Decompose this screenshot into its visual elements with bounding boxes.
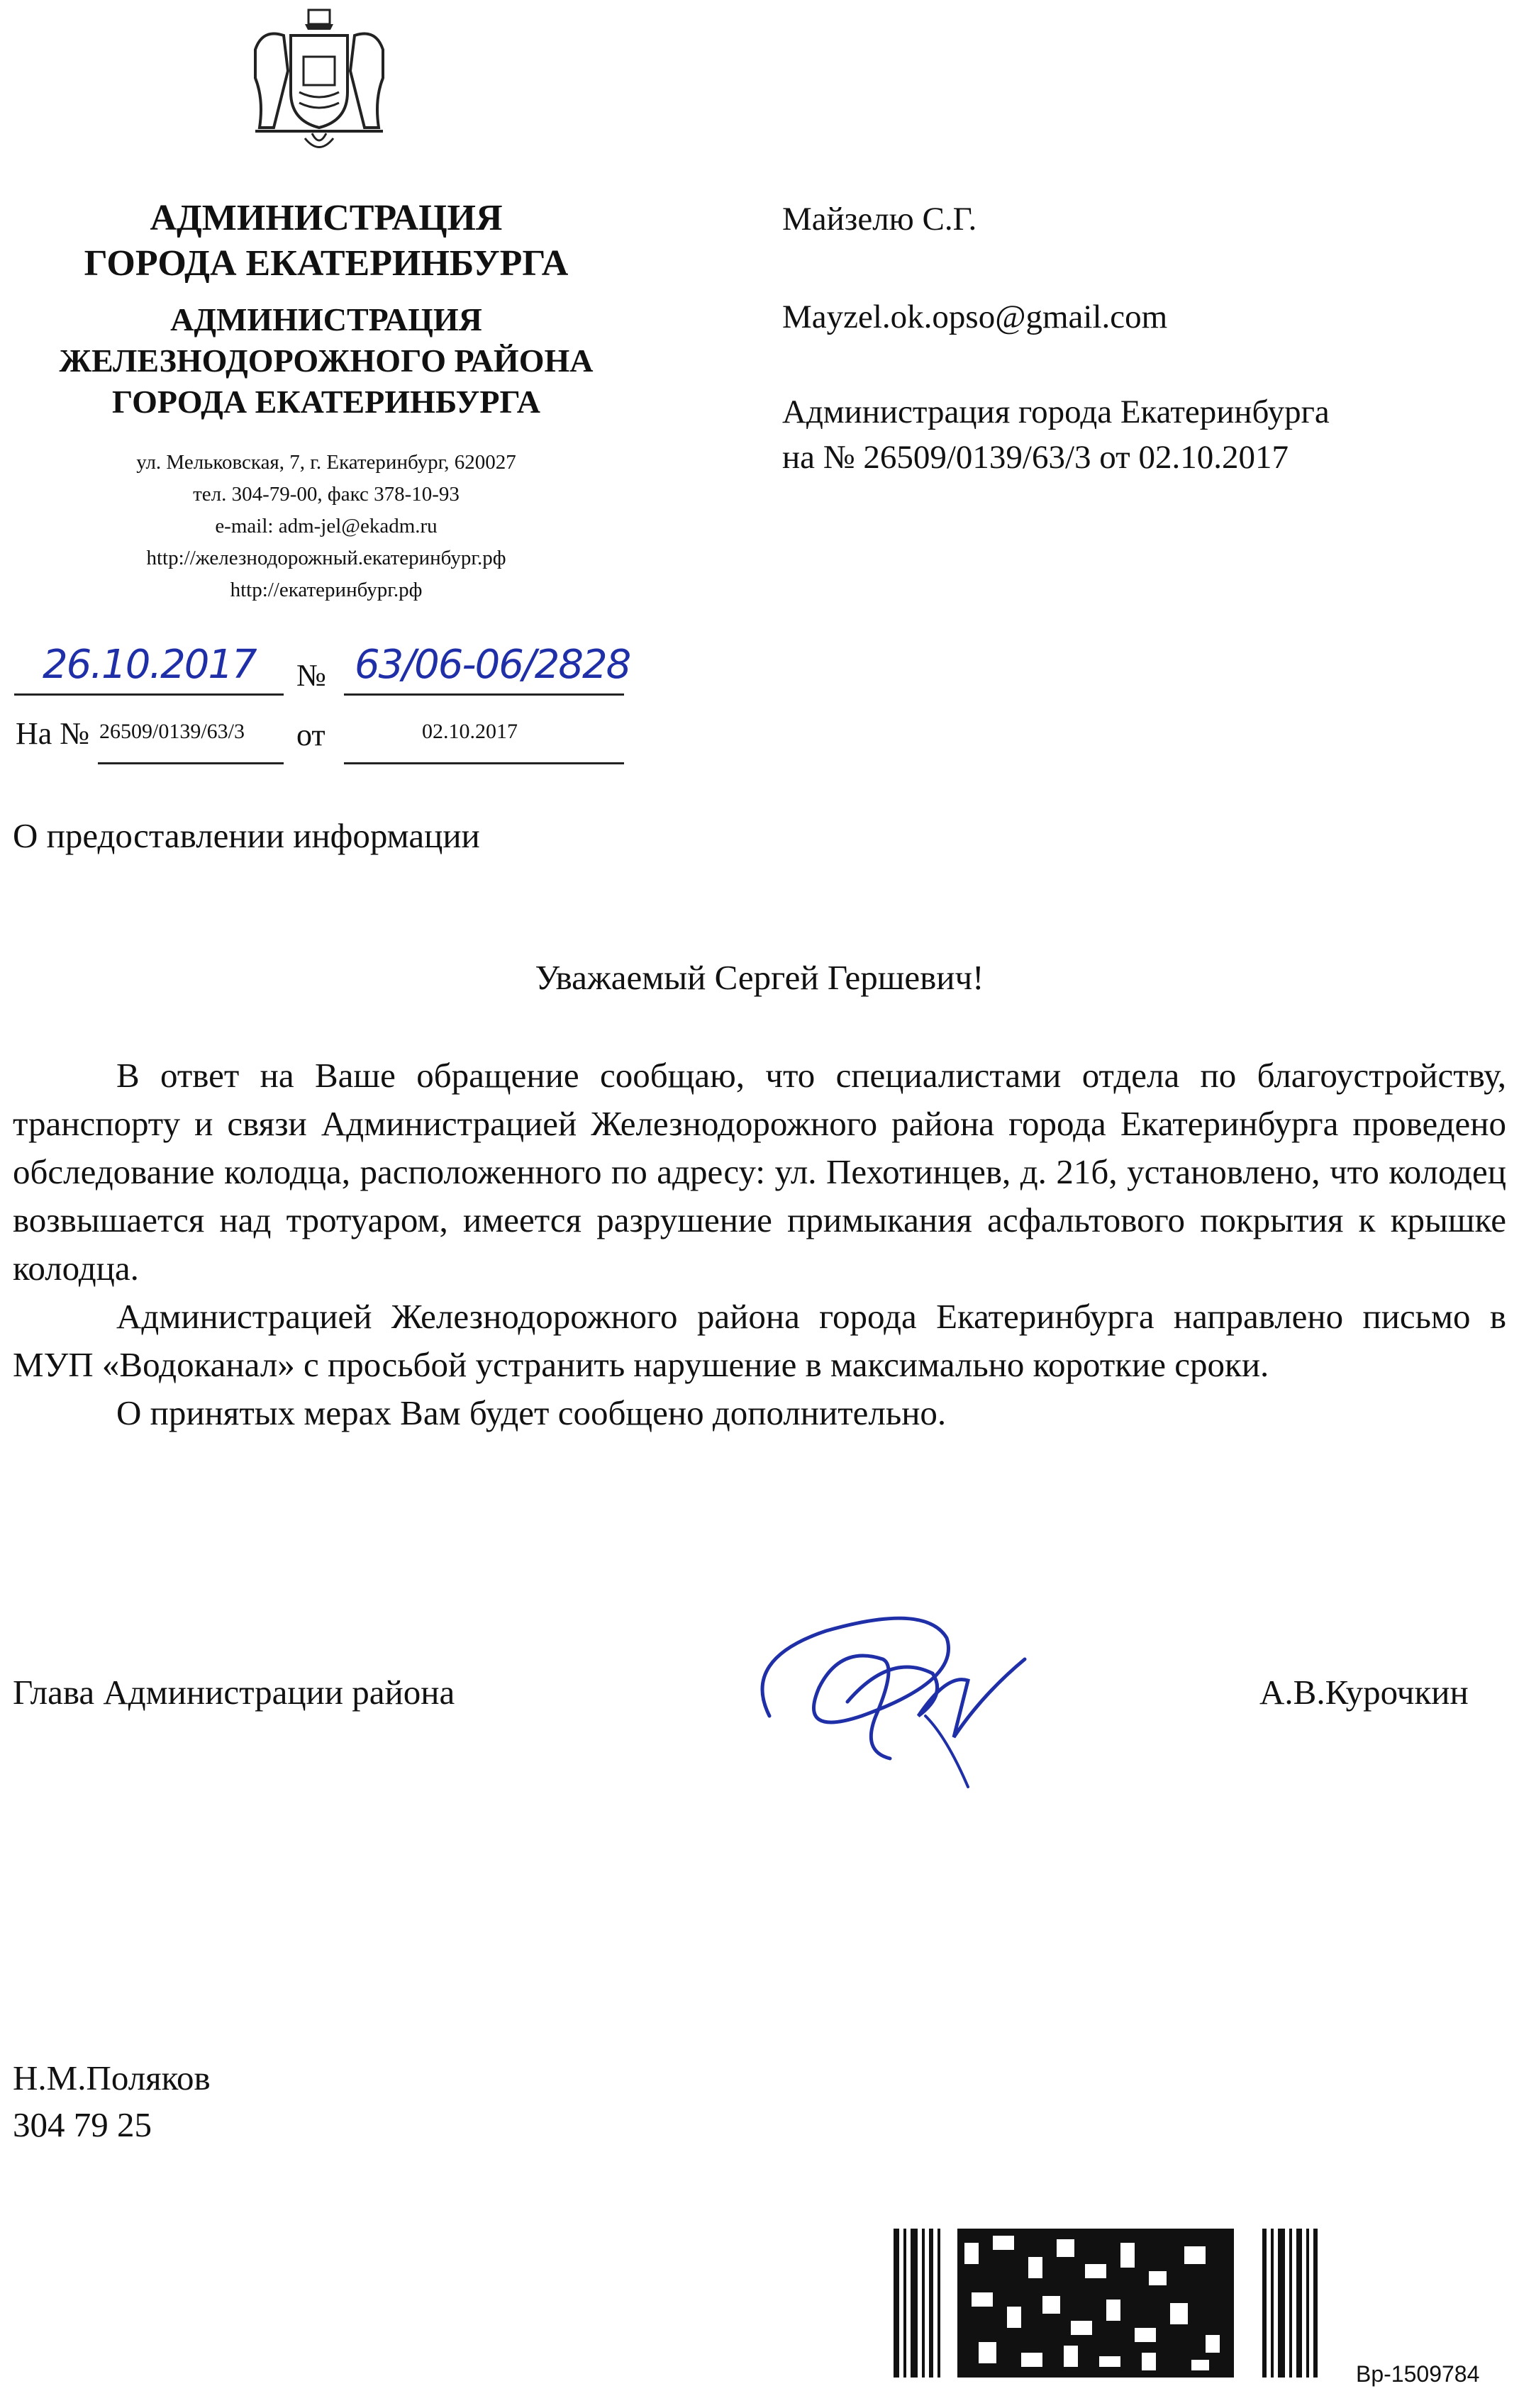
handwritten-signature (741, 1595, 1060, 1794)
org-title-line2: ГОРОДА ЕКАТЕРИНБУРГА (84, 243, 569, 284)
executor-phone: 304 79 25 (13, 2105, 152, 2144)
suborg-title-line3: ГОРОДА ЕКАТЕРИНБУРГА (112, 384, 540, 420)
barcode-number: Вр-1509784 (1356, 2361, 1480, 2387)
from-date: 02.10.2017 (422, 720, 518, 743)
number-label: № (296, 658, 326, 693)
suborg-title-line2: ЖЕЛЕЗНОДОРОЖНОГО РАЙОНА (59, 342, 594, 379)
org-site-district: http://железнодорожный.екатеринбург.рф (146, 547, 506, 569)
document-barcode (894, 2229, 1340, 2378)
recipient-ref-line1: Администрация города Екатеринбурга (782, 394, 1330, 430)
recipient-ref-line2: на № 26509/0139/63/3 от 02.10.2017 (782, 439, 1289, 476)
letter-subject: О предоставлении информации (13, 816, 480, 855)
from-underline (344, 762, 624, 764)
paragraph-2: Администрацией Железнодорожного района города Екатеринбурга направлено письмо в МУП «Водоканал» с просьбой устранить нарушение в максимально короткие сроки. (13, 1297, 1506, 1384)
org-address: ул. Мельковская, 7, г. Екатеринбург, 620027 (136, 451, 516, 474)
org-email: e-mail: adm-jel@ekadm.ru (215, 515, 438, 537)
org-title-line1: АДМИНИСТРАЦИЯ (150, 198, 503, 238)
signatory-position: Глава Администрации района (13, 1673, 455, 1712)
number-underline (344, 693, 624, 696)
coat-of-arms-emblem (234, 7, 404, 156)
in-reply-underline (98, 762, 284, 764)
in-reply-number: 26509/0139/63/3 (99, 720, 245, 743)
letter-greeting: Уважаемый Сергей Гершевич! (535, 958, 984, 997)
org-phone: тел. 304-79-00, факс 378-10-93 (193, 483, 460, 506)
suborg-title-line1: АДМИНИСТРАЦИЯ (170, 301, 482, 338)
letter-body (13, 1052, 1506, 1437)
executor-name: Н.М.Поляков (13, 2058, 211, 2097)
recipient-name: Майзелю С.Г. (782, 201, 977, 238)
org-site-city: http://екатеринбург.рф (230, 579, 423, 601)
registration-number-handwritten: 63/06-06/2828 (355, 642, 630, 688)
signatory-name: А.В.Курочкин (1259, 1673, 1469, 1712)
from-label: от (296, 718, 326, 752)
registration-date-handwritten: 26.10.2017 (43, 642, 256, 688)
date-underline (14, 693, 284, 696)
in-reply-label: На № (16, 716, 90, 751)
paragraph-3: О принятых мерах Вам будет сообщено дополнительно. (116, 1393, 947, 1432)
paragraph-1: В ответ на Ваше обращение сообщаю, что специалистами отдела по благоустройству, транспорту и связи Администрацией Железнодорожного района города Екатеринбурга проведено обследование колодца, расположенного по адресу: ул. Пехотинцев, д. 21б, установлено, что колодец возвышается над тротуаром, имеется разрушение примыкания асфальтового покрытия к крышке колодца. (13, 1056, 1506, 1288)
recipient-email: Mayzel.ok.opso@gmail.com (782, 299, 1168, 335)
